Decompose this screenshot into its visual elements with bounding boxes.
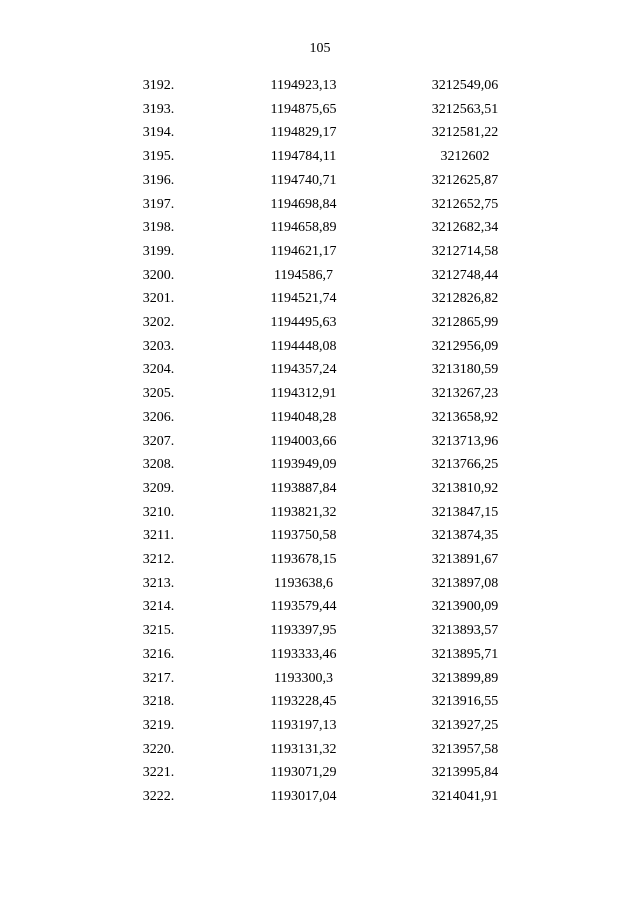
table-row xyxy=(96,643,544,667)
x-coordinate-cell: 1193397,95 xyxy=(270,623,337,639)
x-coordinate-cell: 1193750,58 xyxy=(270,528,337,544)
point-number-cell: 3198. xyxy=(142,220,175,236)
y-coordinate-cell: 3213847,15 xyxy=(431,504,499,520)
coordinates-table-body xyxy=(96,74,544,809)
y-coordinate-cell: 3212865,99 xyxy=(431,315,499,331)
y-coordinate-cell: 3212563,51 xyxy=(431,101,499,117)
table-row xyxy=(96,145,544,169)
point-number-cell: 3221. xyxy=(142,765,175,781)
x-coordinate-cell: 1194495,63 xyxy=(270,315,337,331)
x-coordinate-cell: 1193197,13 xyxy=(270,717,337,733)
table-row xyxy=(96,121,544,145)
y-coordinate-cell: 3213766,25 xyxy=(431,457,499,473)
table-row xyxy=(96,216,544,240)
x-coordinate-cell: 1193071,29 xyxy=(270,765,337,781)
x-coordinate-cell: 1194875,65 xyxy=(270,101,337,117)
y-coordinate-cell: 3212682,34 xyxy=(431,220,499,236)
y-coordinate-cell: 3213916,55 xyxy=(431,694,499,710)
table-row xyxy=(96,619,544,643)
page-number: 105 xyxy=(309,41,331,56)
table-row xyxy=(96,785,544,809)
point-number-cell: 3214. xyxy=(142,599,175,615)
table-row xyxy=(96,524,544,548)
point-number-cell: 3195. xyxy=(142,149,175,165)
point-number-cell: 3208. xyxy=(142,457,175,473)
table-row xyxy=(96,264,544,288)
point-number-cell: 3218. xyxy=(142,694,175,710)
point-number-cell: 3201. xyxy=(142,291,175,307)
y-coordinate-cell: 3213267,23 xyxy=(431,386,499,402)
point-number-cell: 3193. xyxy=(142,101,175,117)
x-coordinate-cell: 1193638,6 xyxy=(274,575,333,591)
x-coordinate-cell: 1194003,66 xyxy=(270,433,337,449)
y-coordinate-cell: 3212625,87 xyxy=(431,172,499,188)
x-coordinate-cell: 1194048,28 xyxy=(270,409,337,425)
point-number-cell: 3220. xyxy=(142,741,175,757)
table-row xyxy=(96,240,544,264)
y-coordinate-cell: 3213180,59 xyxy=(431,362,499,378)
point-number-cell: 3194. xyxy=(142,125,175,141)
table-row xyxy=(96,548,544,572)
x-coordinate-cell: 1194698,84 xyxy=(270,196,337,212)
table-row xyxy=(96,738,544,762)
table-row xyxy=(96,690,544,714)
table-row xyxy=(96,453,544,477)
point-number-cell: 3213. xyxy=(142,575,175,591)
x-coordinate-cell: 1193131,32 xyxy=(270,741,337,757)
table-row xyxy=(96,595,544,619)
y-coordinate-cell: 3213897,08 xyxy=(431,575,499,591)
point-number-cell: 3199. xyxy=(142,243,175,259)
x-coordinate-cell: 1194829,17 xyxy=(270,125,337,141)
y-coordinate-cell: 3213895,71 xyxy=(431,646,499,662)
y-coordinate-cell: 3213713,96 xyxy=(431,433,499,449)
y-coordinate-cell: 3213899,89 xyxy=(431,670,499,686)
x-coordinate-cell: 1193300,3 xyxy=(274,670,333,686)
point-number-cell: 3212. xyxy=(142,552,175,568)
y-coordinate-cell: 3213995,84 xyxy=(431,765,499,781)
point-number-cell: 3217. xyxy=(142,670,175,686)
point-number-cell: 3192. xyxy=(142,78,175,93)
x-coordinate-cell: 1193333,46 xyxy=(270,646,337,662)
x-coordinate-cell: 1193887,84 xyxy=(270,480,337,496)
table-row xyxy=(96,761,544,785)
point-number-cell: 3219. xyxy=(142,717,175,733)
point-number-cell: 3211. xyxy=(143,528,174,544)
point-number-cell: 3222. xyxy=(142,789,175,805)
point-number-cell: 3215. xyxy=(142,623,175,639)
x-coordinate-cell: 1194784,11 xyxy=(270,149,337,165)
point-number-cell: 3210. xyxy=(142,504,175,520)
x-coordinate-cell: 1194357,24 xyxy=(270,362,337,378)
point-number-cell: 3205. xyxy=(142,386,175,402)
x-coordinate-cell: 1194621,17 xyxy=(270,243,337,259)
y-coordinate-cell: 3213658,92 xyxy=(431,409,499,425)
point-number-cell: 3216. xyxy=(142,646,175,662)
table-row xyxy=(96,382,544,406)
point-number-cell: 3206. xyxy=(142,409,175,425)
y-coordinate-cell: 3213893,57 xyxy=(431,623,499,639)
table-row xyxy=(96,335,544,359)
y-coordinate-cell: 3212602 xyxy=(440,149,490,165)
y-coordinate-cell: 3213891,67 xyxy=(431,552,499,568)
y-coordinate-cell: 3212826,82 xyxy=(431,291,499,307)
x-coordinate-cell: 1193228,45 xyxy=(270,694,337,710)
x-coordinate-cell: 1193579,44 xyxy=(270,599,337,615)
point-number-cell: 3202. xyxy=(142,315,175,331)
table-row xyxy=(96,74,544,98)
table-row xyxy=(96,477,544,501)
point-number-cell: 3196. xyxy=(142,172,175,188)
y-coordinate-cell: 3212581,22 xyxy=(431,125,499,141)
table-row xyxy=(96,714,544,738)
x-coordinate-cell: 1193949,09 xyxy=(270,457,337,473)
point-number-cell: 3197. xyxy=(142,196,175,212)
x-coordinate-cell: 1194923,13 xyxy=(270,78,337,93)
table-row xyxy=(96,358,544,382)
y-coordinate-cell: 3212956,09 xyxy=(431,338,499,354)
x-coordinate-cell: 1194586,7 xyxy=(274,267,333,283)
point-number-cell: 3207. xyxy=(142,433,175,449)
table-row xyxy=(96,287,544,311)
y-coordinate-cell: 3212652,75 xyxy=(431,196,499,212)
table-row xyxy=(96,406,544,430)
x-coordinate-cell: 1193678,15 xyxy=(270,552,337,568)
y-coordinate-cell: 3212549,06 xyxy=(431,78,499,93)
y-coordinate-cell: 3212748,44 xyxy=(431,267,499,283)
table-row xyxy=(96,311,544,335)
x-coordinate-cell: 1194658,89 xyxy=(270,220,337,236)
point-number-cell: 3200. xyxy=(142,267,175,283)
point-number-cell: 3209. xyxy=(142,480,175,496)
table-row xyxy=(96,169,544,193)
x-coordinate-cell: 1193821,32 xyxy=(270,504,337,520)
y-coordinate-cell: 3213874,35 xyxy=(431,528,499,544)
y-coordinate-cell: 3213927,25 xyxy=(431,717,499,733)
table-row xyxy=(96,501,544,525)
point-number-cell: 3204. xyxy=(142,362,175,378)
x-coordinate-cell: 1193017,04 xyxy=(270,789,337,805)
x-coordinate-cell: 1194521,74 xyxy=(270,291,337,307)
table-row xyxy=(96,193,544,217)
table-row xyxy=(96,667,544,691)
table-row xyxy=(96,572,544,596)
y-coordinate-cell: 3214041,91 xyxy=(431,789,499,805)
x-coordinate-cell: 1194448,08 xyxy=(270,338,337,354)
point-number-cell: 3203. xyxy=(142,338,175,354)
y-coordinate-cell: 3213957,58 xyxy=(431,741,499,757)
x-coordinate-cell: 1194740,71 xyxy=(270,172,337,188)
y-coordinate-cell: 3213900,09 xyxy=(431,599,499,615)
y-coordinate-cell: 3212714,58 xyxy=(431,243,499,259)
y-coordinate-cell: 3213810,92 xyxy=(431,480,499,496)
table-row xyxy=(96,430,544,454)
x-coordinate-cell: 1194312,91 xyxy=(270,386,337,402)
table-row xyxy=(96,98,544,122)
coordinates-table xyxy=(96,74,544,809)
